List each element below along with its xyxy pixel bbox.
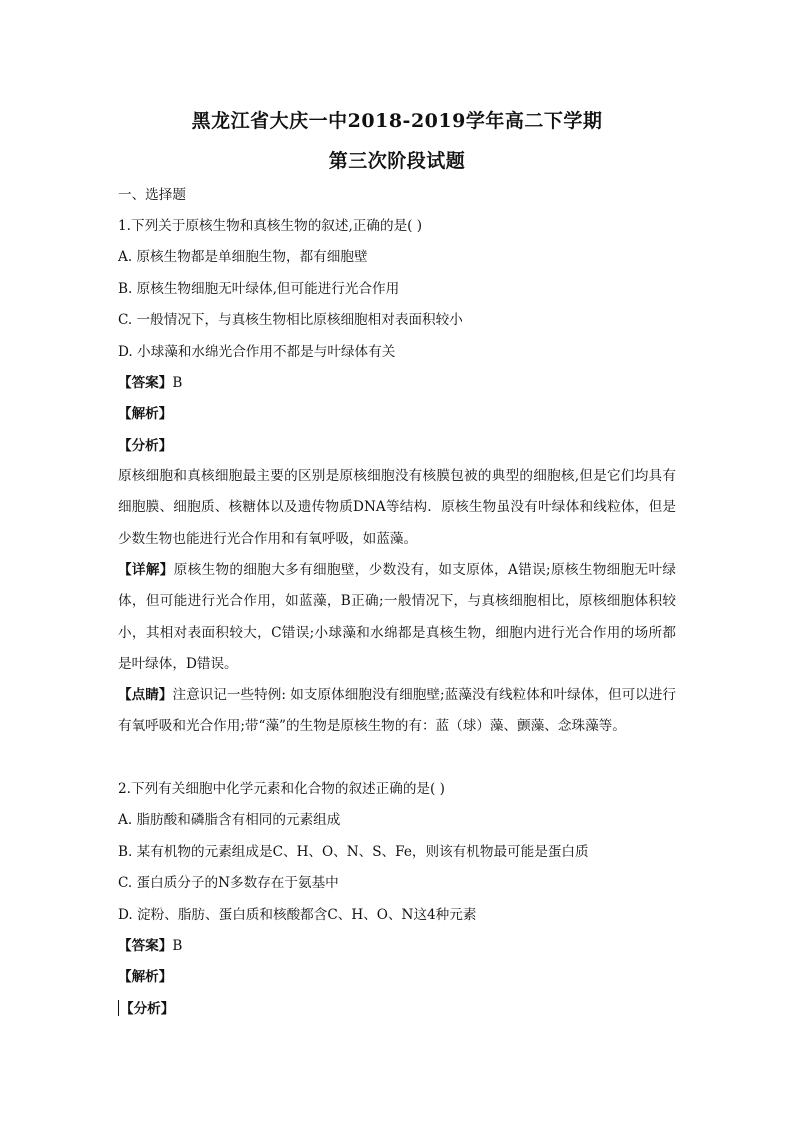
- question-2-option-a: A. 脂肪酸和磷脂含有相同的元素组成: [118, 812, 341, 828]
- text-cursor: [118, 1000, 119, 1016]
- question-1-option-b: B. 原核生物细胞无叶绿体,但可能进行光合作用: [118, 281, 400, 297]
- question-2-stem: 2.下列有关细胞中化学元素和化合物的叙述正确的是( ): [118, 781, 445, 797]
- answer-value: B: [172, 938, 183, 954]
- detail-tag: 【详解】: [118, 562, 174, 578]
- question-1-option-a: A. 原核生物都是单细胞生物，都有细胞壁: [118, 249, 368, 265]
- question-1-fenxi-tag: 【分析】: [118, 438, 173, 454]
- question-1-fenxi-text: 原核细胞和真核细胞最主要的区别是原核细胞没有核膜包被的典型的细胞核,但是它们均具有细胞膜、细胞质、核糖体以及遗传物质DNA等结构．原核生物虽没有叶绿体和线粒体，但是少数生物也能进行光合作用和有氧呼吸，如蓝藻。: [118, 468, 676, 547]
- fenxi-tag: 【分析】: [120, 1001, 175, 1017]
- dianjing-text: 注意识记一些特例: 如支原体细胞没有细胞壁;蓝藻没有线粒体和叶绿体，但可以进行有氧呼吸和光合作用;带“藻”的生物是原核生物的有：蓝（球）藻、颤藻、念珠藻等。: [118, 687, 676, 735]
- answer-tag: 【答案】: [118, 375, 173, 391]
- question-2-answer: [118, 937, 182, 955]
- question-1-stem: 1.下列关于原核生物和真核生物的叙述,正确的是( ): [118, 218, 423, 234]
- question-1-answer: [118, 374, 182, 392]
- question-1-dianjing: [118, 680, 676, 743]
- question-1-detail: [118, 555, 676, 680]
- question-2-option-c: C. 蛋白质分子的N多数存在于氨基中: [118, 875, 339, 891]
- question-2-option-d: D. 淀粉、脂肪、蛋白质和核酸都含C、H、O、N这4种元素: [118, 907, 477, 923]
- question-2-fenxi: [118, 1000, 174, 1018]
- question-2-analysis-tag: 【解析】: [118, 969, 173, 985]
- question-1-option-c: C. 一般情况下，与真核生物相比原核细胞相对表面积较小: [118, 312, 463, 328]
- section-heading: 一、选择题: [118, 187, 186, 203]
- dianjing-tag: 【点睛】: [118, 687, 173, 703]
- detail-text: 原核生物的细胞大多有细胞壁，少数没有，如支原体，A错误;原核生物细胞无叶绿体，但可能进行光合作用，如蓝藻，B正确;一般情况下，与真核细胞相比，原核细胞体积较小，其相对表面积较大，C错误;小球藻和水绵都是真核生物，细胞内进行光合作用的场所都是叶绿体，D错误。: [118, 562, 676, 672]
- question-1-option-d: D. 小球藻和水绵光合作用不都是与叶绿体有关: [118, 344, 396, 360]
- question-2-option-b: B. 某有机物的元素组成是C、H、O、N、S、Fe，则该有机物最可能是蛋白质: [118, 844, 589, 860]
- document-title: 黑龙江省大庆一中2018-2019学年高二下学期: [191, 110, 603, 132]
- document-subtitle: 第三次阶段试题: [328, 150, 466, 172]
- question-1-analysis-tag: 【解析】: [118, 406, 173, 422]
- answer-tag: 【答案】: [118, 938, 173, 954]
- answer-value: B: [172, 375, 183, 391]
